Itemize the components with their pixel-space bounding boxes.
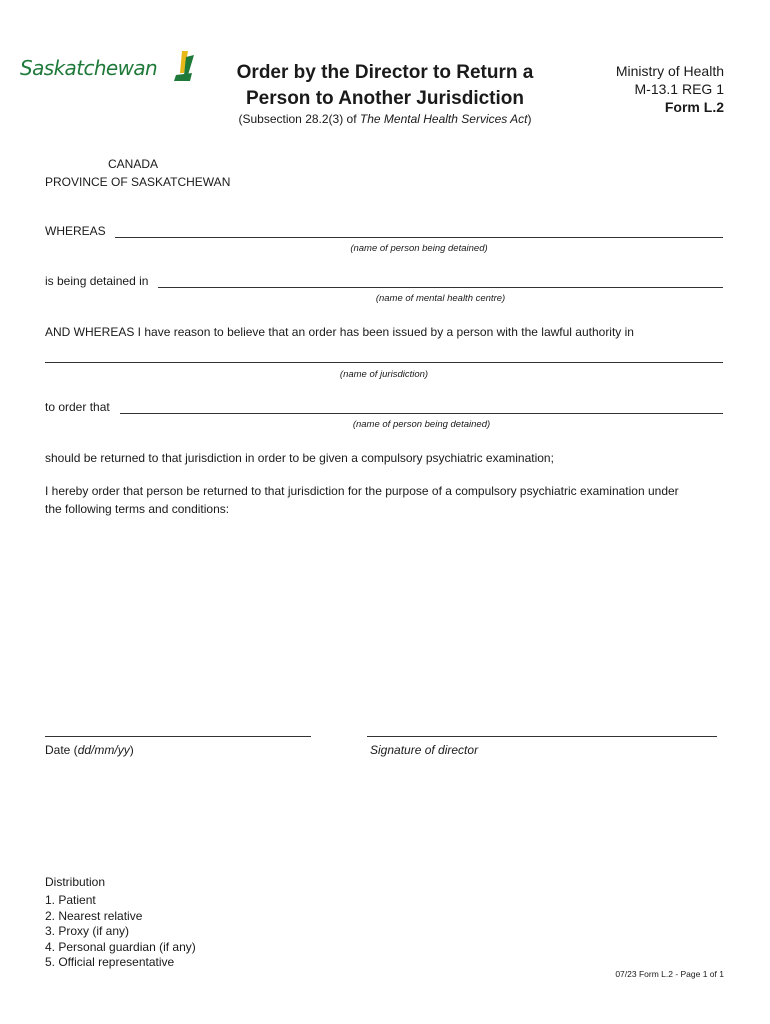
person-to-return-field[interactable] [120, 413, 723, 414]
list-item: 2. Nearest relative [45, 908, 143, 923]
title-line-2: Person to Another Jurisdiction [246, 88, 524, 109]
list-item: 5. Official representative [45, 955, 175, 969]
jurisdiction-field[interactable] [45, 362, 723, 363]
ministry-block [616, 62, 724, 116]
mental-health-centre-field[interactable] [158, 287, 723, 288]
subtitle [200, 112, 570, 126]
order-that-label: to order that [45, 400, 110, 414]
returned-text: should be returned to that jurisdiction in order to be given a compulsory psychiatric examination; [45, 451, 554, 465]
ministry-name: Ministry of Health [615, 63, 724, 79]
date-field[interactable] [45, 736, 311, 737]
saskatchewan-logo [20, 50, 180, 84]
date-label [45, 743, 134, 757]
logo-wordmark: Saskatchewan [20, 56, 158, 80]
list-item: 3. Proxy (if any) [45, 924, 130, 938]
distribution-list [45, 893, 196, 971]
distribution-heading: Distribution [45, 875, 106, 889]
date-format: dd/mm/yy [77, 743, 130, 757]
and-whereas-text: AND WHEREAS I have reason to believe that an order has been issued by a person with the lawful authority in [45, 325, 634, 339]
subtitle-suffix: ) [527, 112, 532, 126]
person-to-return-caption: (name of person being detained) [352, 419, 491, 430]
form-number: Form L.2 [664, 99, 724, 115]
page-title [200, 60, 570, 112]
hereby-order-text-line1: I hereby order that person be returned to that jurisdiction for the purpose of a compulsory psychiatric examination under [45, 484, 679, 498]
list-item: 4. Personal guardian (if any) [45, 939, 196, 954]
list-item: 1. Patient [45, 893, 96, 907]
province-label: PROVINCE OF SASKATCHEWAN [45, 175, 231, 189]
terms-conditions-area[interactable] [45, 522, 723, 722]
hereby-order-text-line2: the following terms and conditions: [45, 502, 230, 516]
mental-health-centre-caption: (name of mental health centre) [375, 293, 506, 304]
detained-person-caption: (name of person being detained) [350, 243, 488, 254]
regulation-number: M-13.1 REG 1 [634, 81, 724, 97]
date-label-end: ) [129, 743, 134, 757]
country-label: CANADA [108, 157, 159, 171]
subtitle-prefix: (Subsection 28.2(3) of [238, 112, 360, 126]
title-line-1: Order by the Director to Return a [236, 62, 534, 83]
detained-person-name-field[interactable] [115, 237, 723, 238]
detained-in-label: is being detained in [45, 274, 149, 288]
jurisdiction-caption: (name of jurisdiction) [339, 369, 429, 380]
subtitle-act: The Mental Health Services Act [359, 112, 528, 126]
date-label-start: Date ( [45, 743, 78, 757]
signature-field[interactable] [367, 736, 717, 737]
signature-label: Signature of director [370, 743, 479, 757]
page-footer: 07/23 Form L.2 - Page 1 of 1 [615, 969, 724, 979]
whereas-label: WHEREAS [45, 224, 106, 238]
wheat-flag-icon [172, 51, 196, 83]
